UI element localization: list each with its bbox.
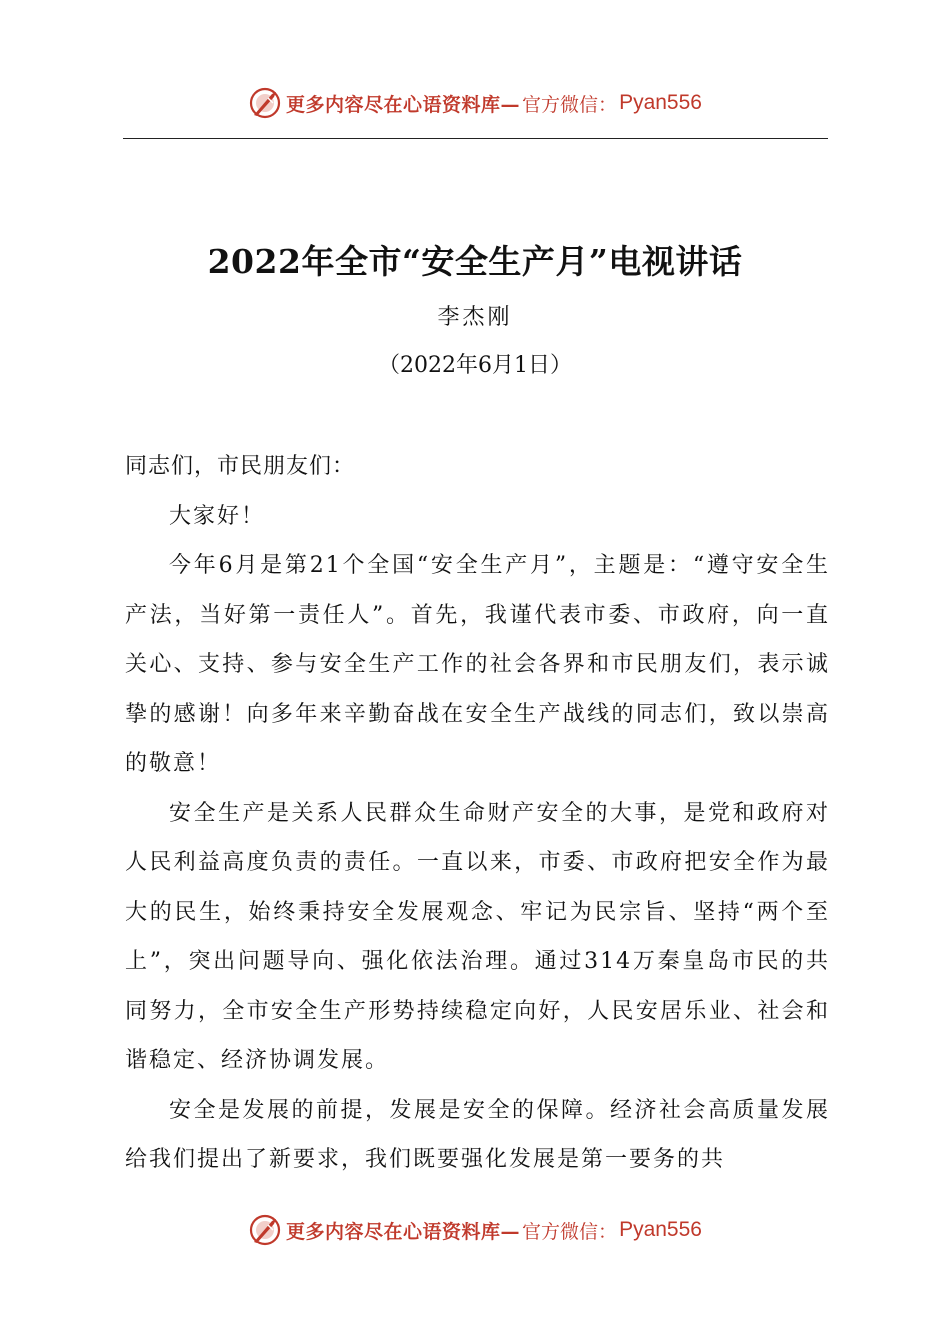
wechat-label: 官方微信： bbox=[522, 1220, 618, 1243]
document-author: 李杰刚 bbox=[437, 305, 513, 330]
salutation: 同志们，市民朋友们： bbox=[125, 454, 356, 479]
header-banner bbox=[0, 83, 950, 123]
document-date: （2022年6月1日） bbox=[378, 353, 572, 378]
body-paragraph: 安全是发展的前提，发展是安全的保障。经济社会高质量发展给我们提出了新要求，我们既要强化发展是第一要务的共 bbox=[125, 1097, 830, 1172]
wechat-id: Pyan556 bbox=[619, 1218, 702, 1241]
wechat-label: 官方微信： bbox=[522, 93, 618, 116]
body-paragraph: 安全生产是关系人民群众生命财产安全的大事，是党和政府对人民利益高度负责的责任。一直以来，市委、市政府把安全作为最大的民生，始终秉持安全发展观念、牢记为民宗旨、坚持“两个至上”，突出问题导向、强化依法治理。通过314万秦皇岛市民的共同努力，全市安全生产形势持续稳定向好，人民安居乐业、社会和谐稳定、经济协调发展。 bbox=[125, 800, 830, 1073]
quill-pen-seal-icon bbox=[248, 1213, 282, 1247]
greeting: 大家好！ bbox=[169, 503, 266, 529]
footer-banner bbox=[0, 1210, 950, 1250]
banner-text: 更多内容尽在心语资料库— bbox=[286, 1220, 521, 1243]
body-paragraph: 今年6月是第21个全国“安全生产月”，主题是：“遵守安全生产法，当好第一责任人”。首先，我谨代表市委、市政府，向一直关心、支持、参与安全生产工作的社会各界和市民朋友们，表示诚挚的感谢！向多年来辛勤奋战在安全生产战线的同志们，致以崇高的敬意！ bbox=[125, 553, 830, 776]
header-divider bbox=[123, 138, 828, 139]
document-title: 2022年全市“安全生产月”电视讲话 bbox=[207, 242, 743, 281]
banner-text: 更多内容尽在心语资料库— bbox=[286, 93, 521, 116]
wechat-id: Pyan556 bbox=[619, 91, 702, 114]
quill-pen-seal-icon bbox=[248, 86, 282, 120]
document-body bbox=[125, 442, 830, 1185]
